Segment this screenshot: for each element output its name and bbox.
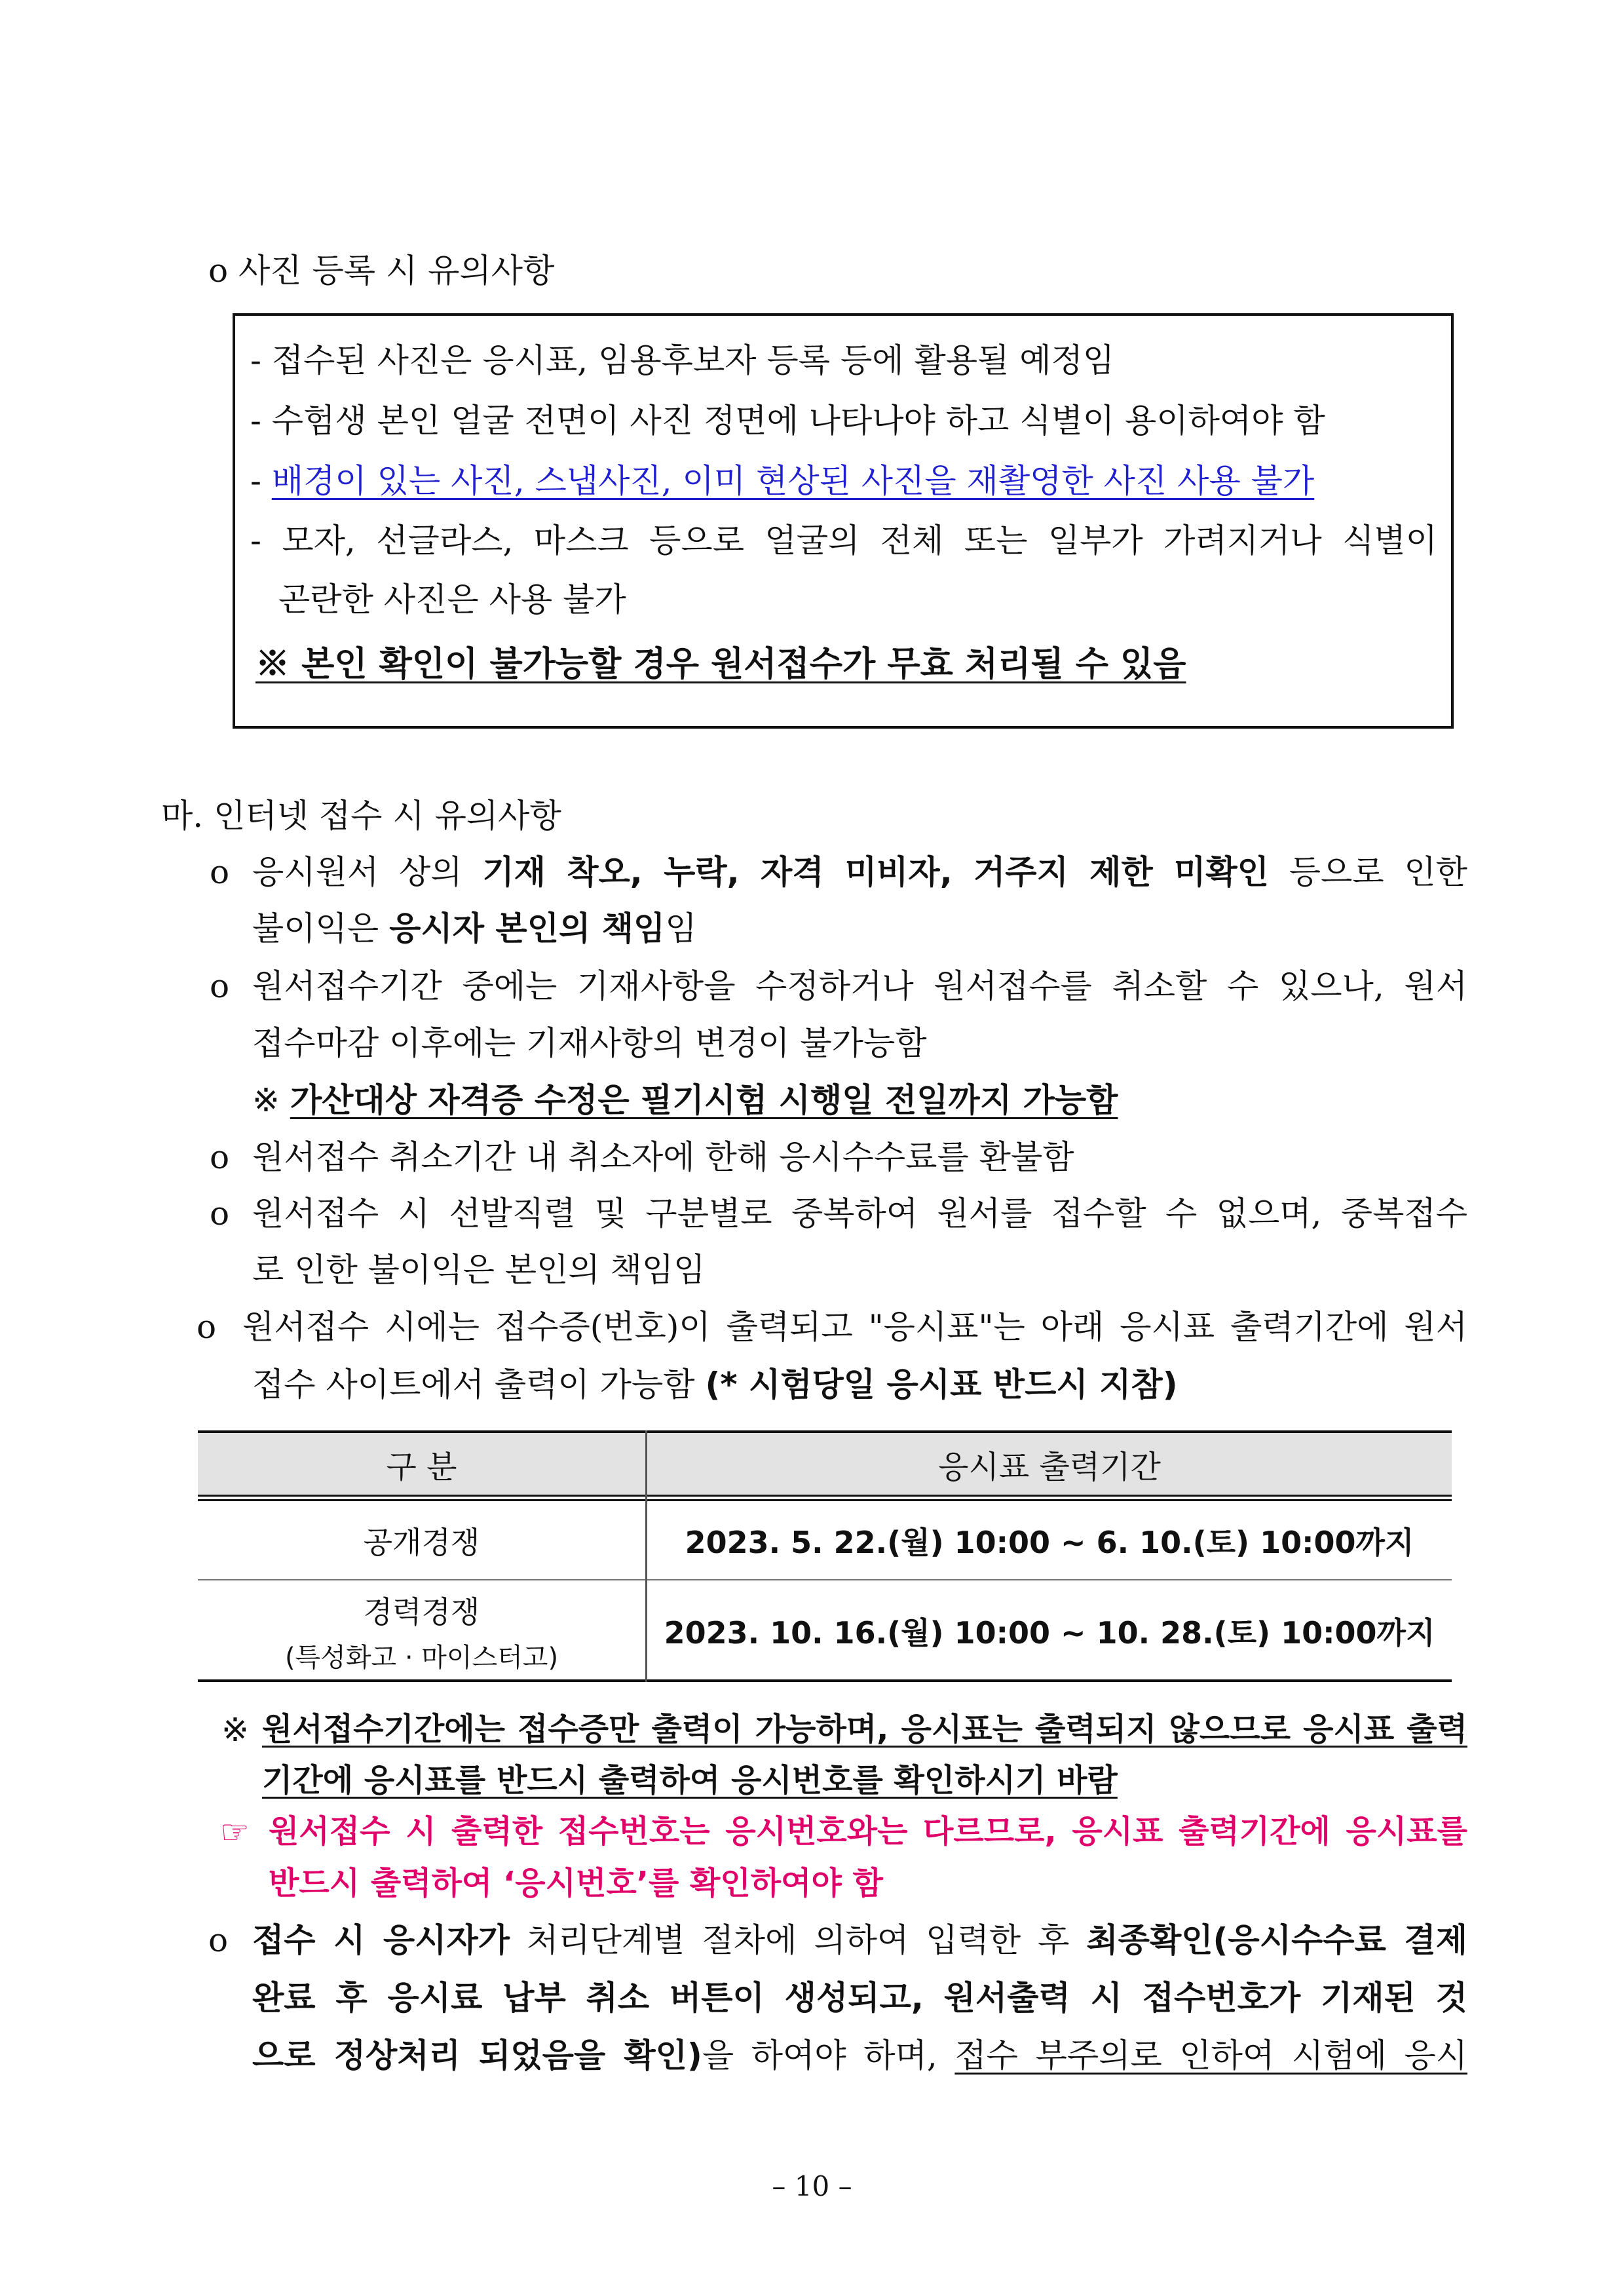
note1-line-2: 기간에 응시표를 반드시 출력하여 응시번호를 확인하시기 바람 [262, 1762, 1118, 1799]
photo-note-line-5: 곤란한 사진은 사용 불가 [278, 581, 626, 619]
table-row-1-period: 2023. 5. 22.(월) 10:00 ~ 6. 10.(토) 10:00까지 [685, 1525, 1414, 1560]
p3-line-1: 원서접수 취소기간 내 취소자에 한해 응시수수료를 환불함 [252, 1138, 1074, 1176]
p1-line-2: 불이익은 응시자 본인의 책임임 [252, 909, 697, 947]
p2-line-1: 원서접수기간 중에는 기재사항을 수정하거나 원서접수를 취소할 수 있으나, 원서 [252, 967, 1467, 1005]
table-row-2-category: 경력경쟁 (특성화고 · 마이스터고) [284, 1594, 559, 1673]
bullet: o [197, 1308, 217, 1346]
bullet: o [210, 1138, 230, 1176]
bullet: o [210, 1195, 230, 1233]
dash-mark: - [250, 462, 261, 500]
table-border-header-1 [198, 1495, 1452, 1497]
print-period-table [198, 1430, 1452, 1682]
p4-line-2: 로 인한 불이익은 본인의 책임임 [252, 1251, 706, 1289]
internet-section-heading: 마. 인터넷 접수 시 유의사항 [161, 797, 561, 835]
table-row-2-period: 2023. 10. 16.(월) 10:00 ~ 10. 28.(토) 10:00까지 [664, 1615, 1435, 1651]
photo-note-line-1: - 접수된 사진은 응시표, 임용후보자 등록 등에 활용될 예정임 [250, 341, 1115, 379]
note2-mark: ☞ [220, 1813, 250, 1851]
photo-note-line-3 [250, 462, 1315, 500]
photo-note-line-2: - 수험생 본인 얼굴 전면이 사진 정면에 나타나야 하고 식별이 용이하여야 함 [250, 402, 1325, 440]
p2-note: ※ 가산대상 자격증 수정은 필기시험 시행일 전일까지 가능함 [252, 1081, 1118, 1119]
final-line-3: 으로 정상처리 되었음을 확인)을 하여야 하며, 접수 부주의로 인하여 시험에 응시 [252, 2037, 1467, 2075]
table-header-period: 응시표 출력기간 [647, 1430, 1452, 1497]
p1-line-1: 응시원서 상의 기재 착오, 누락, 자격 미비자, 거주지 제한 미확인 등으로 인한 [252, 853, 1467, 891]
p5-line-1: 원서접수 시에는 접수증(번호)이 출력되고 "응시표"는 아래 응시표 출력기간에 원서 [242, 1308, 1467, 1346]
p4-line-1: 원서접수 시 선발직렬 및 구분별로 중복하여 원서를 접수할 수 없으며, 중복접수 [252, 1195, 1467, 1233]
final-line-1: 접수 시 응시자가 처리단계별 절차에 의하여 입력한 후 최종확인(응시수수료 결제 [252, 1921, 1467, 1959]
note1-line-1: 원서접수기간에는 접수증만 출력이 가능하며, 응시표는 출력되지 않으므로 응시표 출력 [262, 1711, 1467, 1748]
bullet: o [210, 853, 230, 891]
bullet: o [210, 967, 230, 1005]
note2-line-1: 원서접수 시 출력한 접수번호는 응시번호와는 다르므로, 응시표 출력기간에 응시표를 [269, 1813, 1467, 1850]
table-border-bottom [198, 1679, 1452, 1682]
final-line-2: 완료 후 응시료 납부 취소 버튼이 생성되고, 원서출력 시 접수번호가 기재된 것 [252, 1979, 1467, 2017]
p2-line-2: 접수마감 이후에는 기재사항의 변경이 불가능함 [252, 1024, 927, 1062]
note2-line-2: 반드시 출력하여 ‘응시번호’를 확인하여야 함 [269, 1865, 883, 1902]
photo-note-line-4: - 모자, 선글라스, 마스크 등으로 얼굴의 전체 또는 일부가 가려지거나 식별이 [250, 522, 1437, 560]
table-header-category: 구 분 [198, 1430, 645, 1497]
table-border-header-2 [198, 1499, 1452, 1501]
table-border-top [198, 1430, 1452, 1433]
p5-line-2: 접수 사이트에서 출력이 가능함 (* 시험당일 응시표 반드시 지참) [252, 1366, 1178, 1404]
table-row-1-category: 공개경쟁 [363, 1525, 480, 1560]
note1-mark: ※ [221, 1711, 249, 1749]
identity-warning: ※ 본인 확인이 불가능할 경우 원서접수가 무효 처리될 수 있음 [255, 644, 1186, 684]
photo-section-heading: o 사진 등록 시 유의사항 [208, 252, 555, 290]
bullet: o [208, 1921, 229, 1959]
table-column-divider [645, 1430, 647, 1682]
page-number: – 10 – [772, 2170, 852, 2202]
table-border-row [198, 1579, 1452, 1580]
background-photo-warning: 배경이 있는 사진, 스냅사진, 이미 현상된 사진을 재촬영한 사진 사용 불가 [271, 462, 1315, 500]
